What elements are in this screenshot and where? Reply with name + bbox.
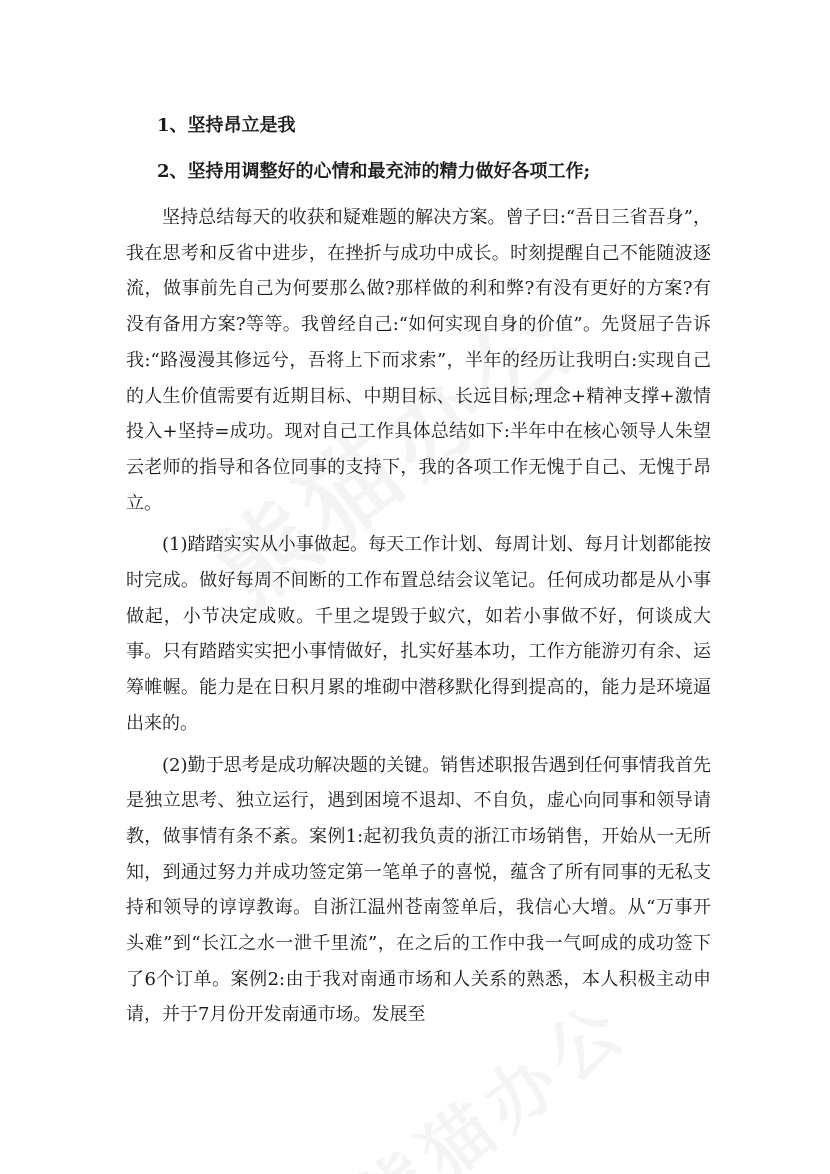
section-heading-2: 2、坚持用调整好的心情和最充沛的精力做好各项工作; [157,161,591,182]
section-heading-1: 1、坚持昂立是我 [157,115,296,136]
paragraph-summary: 坚持总结每天的收获和疑难题的解决方案。曾子曰:“吾日三省吾身”，我在思考和反省中进步，在挫折与成功中成长。时刻提醒自己不能随波逐流，做事前先自己为何要那么做?那样做的利和弊?有没有更好的方案?有没有备用方案?等等。我曾经自己:“如何实现自身的价值”。先贤屈子告诉我:“路漫漫其修远兮，吾将上下而求索”，半年的经历让我明白:实现自己的人生价值需要有近期目标、中期目标、长远目标;理念+精神支撑+激情投入+坚持=成功。现对自己工作具体总结如下:半年中在核心领导人朱望云老师的指导和各位同事的支持下，我的各项工作无愧于自己、无愧于昂立。 [126,207,711,514]
document-body [126,108,711,1033]
paragraph-item-1: (1)踏踏实实从小事做起。每天工作计划、每周计划、每月计划都能按时完成。做好每周不间断的工作布置总结会议笔记。任何成功都是从小事做起，小节决定成败。千里之堤毁于蚁穴，如若小事做不好，何谈成大事。只有踏踏实实把小事情做好，扎实好基本功，工作方能游刃有余、运筹帷幄。能力是在日积月累的堆砌中潜移默化得到提高的，能力是环境逼出来的。 [126,534,711,734]
paragraph-item-2: (2)勤于思考是成功解决题的关键。销售述职报告遇到任何事情我首先是独立思考、独立运行，遇到困境不退却、不自负，虚心向同事和领导请教，做事情有条不紊。案例1:起初我负责的浙江市场销售，开始从一无所知，到通过努力并成功签定第一笔单子的喜悦，蕴含了所有同事的无私支持和领导的谆谆教诲。自浙江温州苍南签单后，我信心大增。从“万事开头难”到“长江之水一泄千里流”，在之后的工作中我一气呵成的成功签下了6个订单。案例2:由于我对南通市场和人关系的熟悉，本人积极主动申请，并于7月份开发南通市场。发展至 [126,754,711,1026]
